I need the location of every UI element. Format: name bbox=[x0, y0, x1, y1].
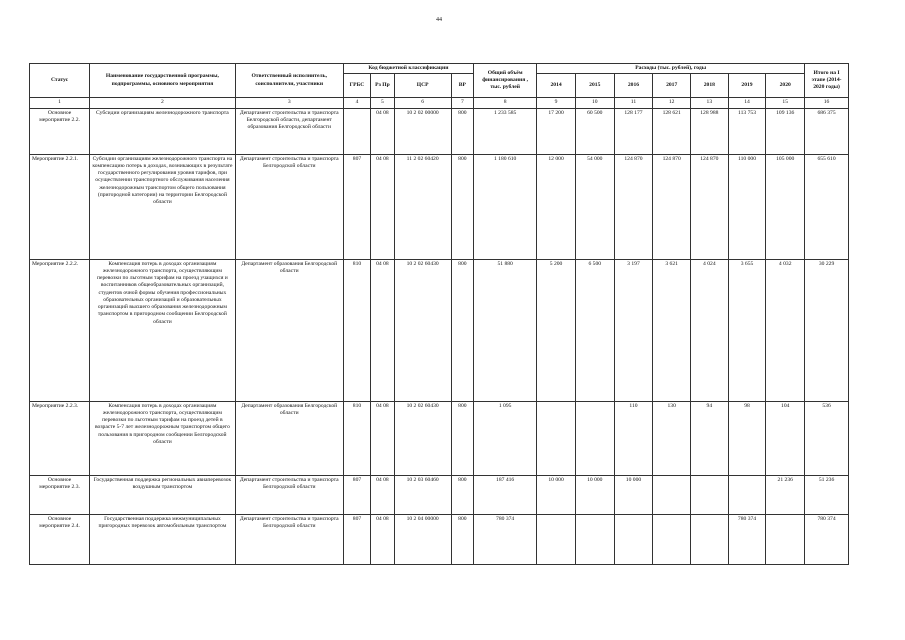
cell-2020: 21 236 bbox=[766, 475, 805, 514]
cell-grbs: 807 bbox=[343, 475, 371, 514]
cell-2017: 130 bbox=[653, 401, 691, 475]
column-index: 6 bbox=[394, 98, 451, 108]
cell-vr: 800 bbox=[451, 514, 473, 564]
budget-table bbox=[29, 63, 849, 565]
table-row bbox=[30, 401, 849, 475]
cell-name: Государственная поддержка региональных авиаперевозок воздушным транспортом bbox=[90, 475, 236, 514]
cell-name: Субсидии организациям железнодорожного транспорта на компенсацию потерь в доходах, возникающих в результате государственного регулирования уровня тарифов, при осуществлении транспортного обслуживания населения железнодорожным транспортом общего пользования (пригородной категории) на территории Белгородской области bbox=[90, 154, 236, 259]
column-index: 11 bbox=[614, 98, 653, 108]
cell-2015: 6 500 bbox=[575, 259, 614, 401]
header-year: 2018 bbox=[691, 74, 729, 98]
cell-vr: 800 bbox=[451, 401, 473, 475]
cell-2018: 124 870 bbox=[691, 154, 729, 259]
cell-rzpr: 04 08 bbox=[371, 475, 394, 514]
cell-2019: 110 000 bbox=[728, 154, 766, 259]
cell-stage-total: 686 375 bbox=[805, 108, 849, 154]
cell-2018 bbox=[691, 514, 729, 564]
cell-2018: 4 024 bbox=[691, 259, 729, 401]
column-index: 10 bbox=[575, 98, 614, 108]
cell-total: 51 880 bbox=[474, 259, 537, 401]
cell-status: Мероприятие 2.2.2. bbox=[30, 259, 90, 401]
cell-2016: 128 177 bbox=[614, 108, 653, 154]
header-executor: Ответственный исполнитель, соисполнители, участники bbox=[235, 64, 343, 98]
cell-stage-total: 51 236 bbox=[805, 475, 849, 514]
cell-2016: 110 bbox=[614, 401, 653, 475]
header-year: 2020 bbox=[766, 74, 805, 98]
cell-vr: 800 bbox=[451, 475, 473, 514]
column-index: 4 bbox=[343, 98, 371, 108]
cell-rzpr: 04 08 bbox=[371, 154, 394, 259]
cell-rzpr: 04 08 bbox=[371, 259, 394, 401]
header-year: 2017 bbox=[653, 74, 691, 98]
cell-2015 bbox=[575, 514, 614, 564]
header-vr: ВР bbox=[451, 74, 473, 98]
cell-2019: 3 655 bbox=[728, 259, 766, 401]
cell-stage-total: 780 374 bbox=[805, 514, 849, 564]
cell-2017: 128 621 bbox=[653, 108, 691, 154]
cell-2014 bbox=[537, 401, 576, 475]
cell-status: Мероприятие 2.2.3. bbox=[30, 401, 90, 475]
cell-executor: Департамент строительства и транспорта Белгородской области bbox=[235, 514, 343, 564]
header-stage-total: Итого на I этапе (2014-2020 годы) bbox=[805, 64, 849, 98]
column-index: 16 bbox=[805, 98, 849, 108]
cell-total: 780 374 bbox=[474, 514, 537, 564]
cell-executor: Департамент строительства и транспорта Белгородской области bbox=[235, 475, 343, 514]
cell-csr: 10 2 02 60430 bbox=[394, 259, 451, 401]
column-index: 3 bbox=[235, 98, 343, 108]
cell-2015: 10 000 bbox=[575, 475, 614, 514]
cell-csr: 10 2 04 00000 bbox=[394, 514, 451, 564]
header-rzpr: Рз Пр bbox=[371, 74, 394, 98]
cell-2015: 60 500 bbox=[575, 108, 614, 154]
column-index: 8 bbox=[474, 98, 537, 108]
cell-stage-total: 655 610 bbox=[805, 154, 849, 259]
header-total-volume: Общий объём финансирования , тыс. рублей bbox=[474, 64, 537, 98]
cell-2014: 12 000 bbox=[537, 154, 576, 259]
table-row bbox=[30, 514, 849, 564]
header-year: 2016 bbox=[614, 74, 653, 98]
cell-2014 bbox=[537, 514, 576, 564]
cell-2018 bbox=[691, 475, 729, 514]
cell-csr: 10 2 03 60460 bbox=[394, 475, 451, 514]
cell-2020: 109 136 bbox=[766, 108, 805, 154]
cell-2018: 94 bbox=[691, 401, 729, 475]
header-csr: ЦСР bbox=[394, 74, 451, 98]
header-expenses: Расходы (тыс. рублей), годы bbox=[537, 64, 805, 74]
column-index: 1 bbox=[30, 98, 90, 108]
page-number: 44 bbox=[436, 17, 442, 23]
header-year: 2019 bbox=[728, 74, 766, 98]
column-index: 13 bbox=[691, 98, 729, 108]
cell-csr: 11 2 02 60420 bbox=[394, 154, 451, 259]
cell-2016: 10 000 bbox=[614, 475, 653, 514]
cell-name: Компенсация потерь в доходах организациям железнодорожного транспорта, осуществляющим перевозки по льготным тарифам на проезд учащихся и воспитанников общеобразовательных организаций, студентов очной формы обучения профессиональных образовательных организаций и образовательных организаций высшего образования железнодорожным транспортом в пригородном сообщении Белгородской области bbox=[90, 259, 236, 401]
cell-2016: 3 197 bbox=[614, 259, 653, 401]
header-row-1 bbox=[30, 64, 849, 74]
cell-2014: 17 200 bbox=[537, 108, 576, 154]
cell-2019: 780 374 bbox=[728, 514, 766, 564]
header-year: 2015 bbox=[575, 74, 614, 98]
cell-2018: 128 988 bbox=[691, 108, 729, 154]
table-row bbox=[30, 259, 849, 401]
table-row bbox=[30, 154, 849, 259]
column-index: 9 bbox=[537, 98, 576, 108]
cell-2017 bbox=[653, 514, 691, 564]
cell-total: 1 233 585 bbox=[474, 108, 537, 154]
cell-status: Основное мероприятие 2.3. bbox=[30, 475, 90, 514]
column-index: 15 bbox=[766, 98, 805, 108]
cell-executor: Департамент образования Белгородской области bbox=[235, 401, 343, 475]
column-index: 14 bbox=[728, 98, 766, 108]
cell-grbs: 810 bbox=[343, 401, 371, 475]
cell-grbs: 807 bbox=[343, 154, 371, 259]
cell-total: 1 180 610 bbox=[474, 154, 537, 259]
cell-2019 bbox=[728, 475, 766, 514]
cell-vr: 800 bbox=[451, 154, 473, 259]
table-row bbox=[30, 475, 849, 514]
cell-2019: 98 bbox=[728, 401, 766, 475]
cell-vr: 800 bbox=[451, 108, 473, 154]
cell-status: Основное мероприятие 2.4. bbox=[30, 514, 90, 564]
cell-grbs: 810 bbox=[343, 259, 371, 401]
cell-executor: Департамент строительства и транспорта Белгородской области bbox=[235, 154, 343, 259]
cell-grbs bbox=[343, 108, 371, 154]
cell-2014: 5 200 bbox=[537, 259, 576, 401]
cell-2017: 124 870 bbox=[653, 154, 691, 259]
cell-name: Субсидии организациям железнодорожного транспорта bbox=[90, 108, 236, 154]
header-year: 2014 bbox=[537, 74, 576, 98]
cell-total: 1 095 bbox=[474, 401, 537, 475]
cell-2015: 54 000 bbox=[575, 154, 614, 259]
cell-vr: 800 bbox=[451, 259, 473, 401]
cell-2017 bbox=[653, 475, 691, 514]
cell-status: Мероприятие 2.2.1. bbox=[30, 154, 90, 259]
cell-2015 bbox=[575, 401, 614, 475]
cell-csr: 10 2 02 60430 bbox=[394, 401, 451, 475]
cell-2016 bbox=[614, 514, 653, 564]
cell-2020 bbox=[766, 514, 805, 564]
cell-2020: 105 000 bbox=[766, 154, 805, 259]
cell-2016: 124 870 bbox=[614, 154, 653, 259]
cell-rzpr: 04 08 bbox=[371, 514, 394, 564]
column-index: 7 bbox=[451, 98, 473, 108]
header-budget-code: Код бюджетной классификации bbox=[343, 64, 473, 74]
cell-2020: 4 032 bbox=[766, 259, 805, 401]
column-index-row bbox=[30, 98, 849, 108]
cell-name: Компенсация потерь в доходах организациям железнодорожного транспорта, осуществляющим перевозки по льготным тарифам на проезд детей в возрасте 5-7 лет железнодорожным транспортом общего пользования в пригородном сообщении Белгородской области bbox=[90, 401, 236, 475]
header-status: Статус bbox=[30, 64, 90, 98]
column-index: 2 bbox=[90, 98, 236, 108]
cell-rzpr: 04 08 bbox=[371, 401, 394, 475]
cell-2014: 10 000 bbox=[537, 475, 576, 514]
column-index: 12 bbox=[653, 98, 691, 108]
table-row bbox=[30, 108, 849, 154]
cell-executor: Департамент образования Белгородской области bbox=[235, 259, 343, 401]
cell-rzpr: 04 08 bbox=[371, 108, 394, 154]
cell-2017: 3 621 bbox=[653, 259, 691, 401]
header-program-name: Наименование государственной программы, подпрограммы, основного мероприятия bbox=[90, 64, 236, 98]
cell-executor: Департамент строительства и транспорта Белгородской области, департамент образования Белгородской области bbox=[235, 108, 343, 154]
cell-stage-total: 30 229 bbox=[805, 259, 849, 401]
cell-total: 187 416 bbox=[474, 475, 537, 514]
column-index: 5 bbox=[371, 98, 394, 108]
cell-name: Государственная поддержка межмуниципальных пригородных перевозок автомобильным транспортом bbox=[90, 514, 236, 564]
cell-csr: 10 2 02 00000 bbox=[394, 108, 451, 154]
cell-2019: 113 753 bbox=[728, 108, 766, 154]
cell-stage-total: 536 bbox=[805, 401, 849, 475]
header-grbs: ГРБС bbox=[343, 74, 371, 98]
cell-grbs: 807 bbox=[343, 514, 371, 564]
cell-status: Основное мероприятие 2.2. bbox=[30, 108, 90, 154]
cell-2020: 104 bbox=[766, 401, 805, 475]
